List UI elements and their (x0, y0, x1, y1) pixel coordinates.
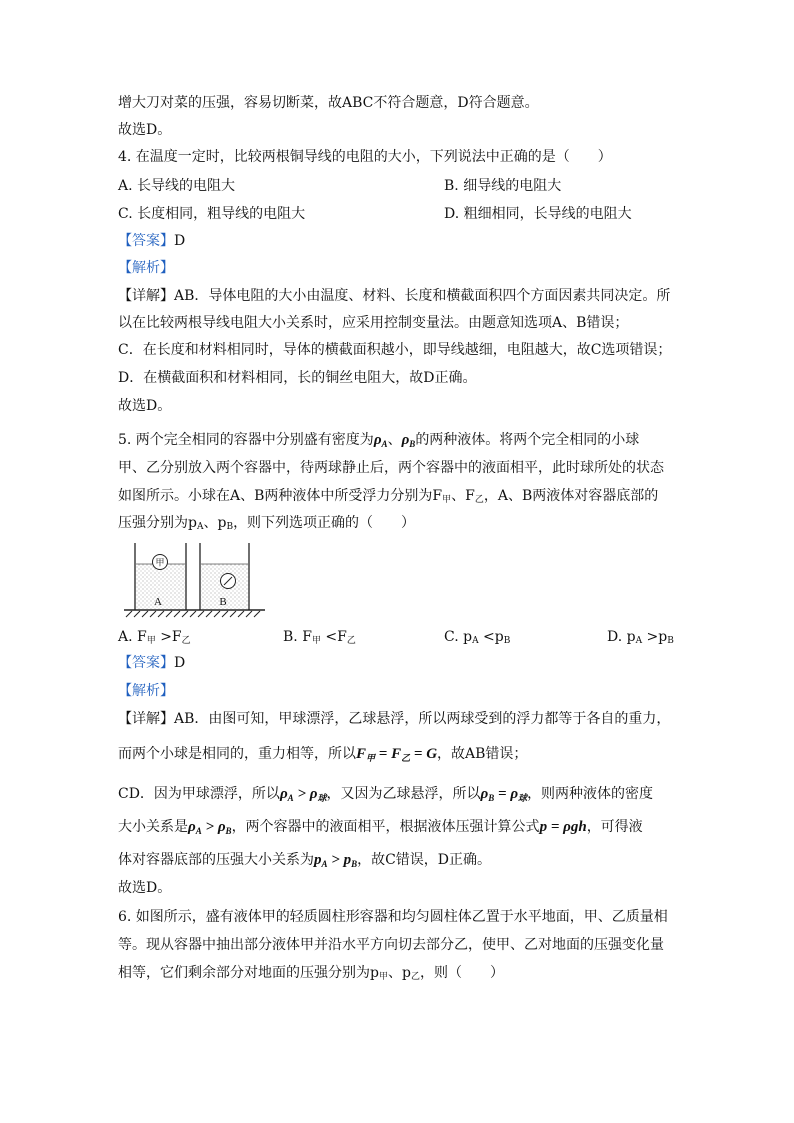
q4-detail-1 (118, 286, 670, 306)
eq3-l: ρ (480, 786, 489, 802)
q5-eq-buoyancy (356, 746, 437, 762)
eq4-ls: A (195, 826, 202, 836)
q5-opt-d-mid: >p (642, 629, 668, 645)
q5-stem-line-2: 甲、乙分别放入两个容器中，待两球静止后，两个容器中的液面相平，此时球所处的状态 (118, 460, 664, 476)
q5-opt-c-mid: <p (478, 629, 504, 645)
q6-line-3-pre: 相等，它们剩余部分对地面的压强分别为p (118, 965, 379, 981)
q4-option-c: C. 长度相同，粗导线的电阻大 (118, 206, 306, 222)
intro-line-1: 增大刀对菜的压强，容易切断菜，故ABC不符合题意，D符合题意。 (118, 95, 539, 111)
q5-stem-4-a: 压强分别为p (118, 515, 197, 531)
q5-d5-post: ，故C错误，D正确。 (357, 852, 492, 868)
q5-opt-b-pre: B. F (283, 629, 312, 645)
q4-answer-tag: 【答案】 (118, 233, 174, 249)
q5-rho-b (402, 432, 416, 448)
q5-stem-4-sub1: A (196, 522, 204, 532)
eq2-ls: A (287, 793, 294, 803)
eq3-op: = (494, 786, 511, 802)
q5-stem-1-pre: 5. 两个完全相同的容器中分别盛有密度为 (118, 432, 374, 448)
q6-line-3-sub2: 乙 (410, 972, 420, 982)
q4-detail-1-text: AB．导体电阻的大小由温度、材料、长度和横截面积四个方面因素共同决定。所 (174, 288, 671, 304)
eq6-rs: B (351, 859, 358, 869)
q5-opt-a-mid: >F (155, 629, 182, 645)
q5-d3-post: ，则两种液体的密度 (527, 786, 654, 802)
eq1-s1: 甲 (366, 753, 376, 763)
eq3-r: ρ (510, 786, 519, 802)
q6-line-3-sub1: 甲 (378, 972, 388, 982)
q5-detail-tag: 【详解】 (118, 711, 174, 727)
q6-line-2: 等。现从容器中抽出部分液体甲并沿水平方向切去部分乙，使甲、乙对地面的压强变化量 (118, 937, 664, 953)
ground-hatch (126, 611, 260, 617)
q4-option-b: B. 细导线的电阻大 (444, 178, 562, 194)
q5-opt-d-sub1: A (635, 636, 643, 646)
eq6-ls: A (321, 859, 328, 869)
q5-rho-a (374, 432, 388, 448)
q5-stem-3-c: ，A、B两液体对容器底部的 (483, 488, 659, 504)
q5-detail-1-text: AB．由图可知，甲球漂浮，乙球悬浮，所以两球受到的浮力都等于各自的重力， (174, 711, 671, 727)
q5-opt-a-sub1: 甲 (146, 636, 156, 646)
q5-opt-b-mid: <F (320, 629, 347, 645)
container-a-label: A (154, 596, 162, 608)
q4-detail-2: 以在比较两根导线电阻大小关系时，应采用控制变量法。由题意知选项A、B错误； (118, 315, 629, 331)
eq4-op: > (201, 819, 218, 835)
eq1-s2: 乙 (401, 753, 411, 763)
q5-stem-line-1 (118, 430, 639, 454)
q5-stem-3-b: 、F (451, 488, 475, 504)
eq1-f1: F (356, 746, 367, 762)
q5-eq-pressure-formula: p = ρgh (539, 819, 587, 835)
eq1-eq2: = (410, 746, 427, 762)
q5-d2-pre: 而两个小球是相同的，重力相等，所以 (118, 746, 356, 762)
q5-opt-b-sub1: 甲 (311, 636, 321, 646)
q5-opt-c-sub1: A (472, 636, 479, 646)
q5-detail-2 (118, 744, 527, 768)
q5-opt-c-pre: C. p (444, 629, 473, 645)
q5-detail-4 (118, 817, 643, 841)
container-b-label: B (219, 596, 227, 608)
eq4-r: ρ (217, 819, 226, 835)
q5-stem-3-sub2: 乙 (474, 495, 484, 505)
q5-d3-mid: ，又因为乙球悬浮，所以 (326, 786, 481, 802)
q4-stem: 4. 在温度一定时，比较两根铜导线的电阻的大小，下列说法中正确的是（ ） (118, 149, 612, 165)
q5-option-c (444, 627, 510, 651)
q5-figure (122, 540, 267, 618)
q5-rho-b-sub: B (409, 439, 416, 449)
q5-eq-pressure-compare (314, 852, 357, 868)
eq4-rs: B (225, 826, 232, 836)
eq2-op: > (293, 786, 310, 802)
q6-line-3 (118, 963, 504, 987)
q5-answer-tag: 【答案】 (118, 655, 174, 671)
q4-answer-value: D (174, 233, 186, 249)
eq2-r: ρ (309, 786, 318, 802)
q4-analysis-tag: 【解析】 (118, 260, 174, 276)
q5-eq-density-b (481, 786, 528, 802)
eq1-g: G (426, 746, 438, 762)
q5-answer-value: D (174, 655, 186, 671)
q5-d4-post: ，可得液 (586, 819, 643, 835)
q4-detail-3: C．在长度和材料相同时，导体的横截面积越小，即导线越细，电阻越大，故C选项错误； (118, 342, 672, 358)
q5-d2-post: ，故AB错误； (437, 746, 528, 762)
q4-answer (118, 231, 185, 251)
eq3-rs: 球 (518, 793, 528, 803)
eq1-eq: = (375, 746, 392, 762)
q5-d5-pre: 体对容器底部的压强大小关系为 (118, 852, 314, 868)
q5-opt-d-sub2: B (667, 636, 674, 646)
intro-line-2: 故选D。 (118, 122, 172, 138)
q5-stem-4-c: ，则下列选项正确的（ ） (233, 515, 416, 531)
q5-stem-3-a: 如图所示。小球在A、B两种液体中所受浮力分别为F (118, 488, 443, 504)
q4-conclusion: 故选D。 (118, 398, 172, 414)
q5-d4-pre: 大小关系是 (118, 819, 188, 835)
q5-stem-line-3 (118, 486, 658, 510)
q5-analysis-tag: 【解析】 (118, 683, 174, 699)
ball-jia-label: 甲 (155, 557, 165, 568)
q5-rho-a-sub: A (381, 439, 388, 449)
eq6-l: p (314, 852, 322, 868)
q5-stem-1-post: 的两种液体。将两个完全相同的小球 (415, 432, 640, 448)
eq6-r: p (343, 852, 352, 868)
q5-stem-4-b: 、p (203, 515, 227, 531)
q4-option-a: A. 长导线的电阻大 (118, 178, 236, 194)
q5-opt-d-pre: D. p (607, 629, 636, 645)
q4-option-d: D. 粗细相同，长导线的电阻大 (444, 206, 632, 222)
eq6-op: > (327, 852, 344, 868)
q5-rho-sep: 、 (387, 432, 402, 448)
q5-conclusion: 故选D。 (118, 880, 172, 896)
q5-detail-3 (118, 784, 653, 808)
q5-opt-b-sub2: 乙 (346, 636, 356, 646)
q4-detail-4: D．在横截面积和材料相同，长的铜丝电阻大，故D正确。 (118, 370, 477, 386)
q5-detail-5 (118, 850, 491, 874)
q6-line-1: 6. 如图所示，盛有液体甲的轻质圆柱形容器和均匀圆柱体乙置于水平地面，甲、乙质量相 (118, 909, 668, 925)
q5-detail-1 (118, 709, 670, 729)
q5-rho-a-symbol: ρ (373, 432, 382, 448)
q5-answer (118, 653, 185, 673)
q5-eq-density-compare (188, 819, 232, 835)
q5-opt-c-sub2: B (503, 636, 511, 646)
eq2-rs: 球 (317, 793, 327, 803)
q4-detail-tag: 【详解】 (118, 288, 174, 304)
q5-stem-3-sub1: 甲 (442, 495, 452, 505)
q5-stem-4-sub2: B (226, 522, 234, 532)
q5-opt-a-sub2: 乙 (181, 636, 191, 646)
q5-option-d (607, 627, 674, 651)
q5-stem-line-4 (118, 513, 415, 537)
q5-eq-density-a (280, 786, 327, 802)
q5-d3-pre: CD．因为甲球漂浮，所以 (118, 786, 280, 802)
q5-option-b (283, 627, 356, 651)
eq2-l: ρ (279, 786, 288, 802)
q6-line-3-mid: 、p (387, 965, 411, 981)
q5-rho-b-symbol: ρ (401, 432, 410, 448)
eq3-ls: B (488, 793, 495, 803)
q5-d4-mid: ，两个容器中的液面相平，根据液体压强计算公式 (231, 819, 540, 835)
q6-line-3-post: ，则（ ） (419, 965, 504, 981)
eq4-l: ρ (188, 819, 196, 835)
q5-option-a (118, 627, 191, 651)
q5-opt-a-pre: A. F (118, 629, 147, 645)
eq1-f2: F (391, 746, 402, 762)
